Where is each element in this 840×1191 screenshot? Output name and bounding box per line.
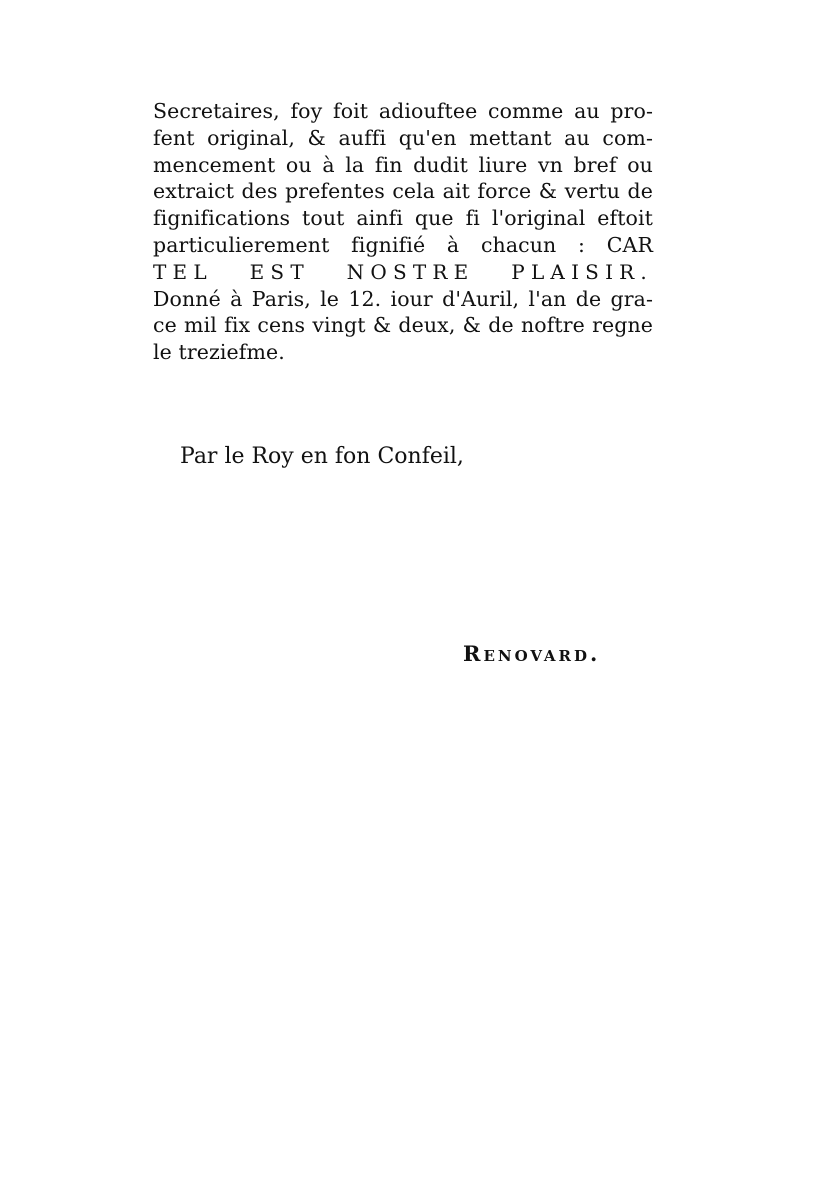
text-line-4: extraict des prefentes cela ait force & vertu de <box>153 179 653 204</box>
text-line-6: particulierement fignifié à chacun : CAR <box>153 232 653 257</box>
text-line-9: ce mil fix cens vingt & deux, & de noftre regne <box>153 313 653 338</box>
text-line-10: le treziefme. <box>153 340 285 365</box>
text-line-5: fignifications tout ainfi que fi l'original eftoit <box>153 206 653 231</box>
text-line-3: mencement ou à la fin dudit liure vn bref ou <box>153 152 653 177</box>
text-line-2: fent original, & auffi qu'en mettant au com- <box>153 125 653 150</box>
text-line-7: TEL EST NOSTRE PLAISIR. <box>153 259 653 284</box>
text-line-1: Secretaires, foy foit adiouftee comme au pro- <box>153 99 653 123</box>
text-line-8: Donné à Paris, le 12. iour d'Auril, l'an de gra- <box>153 286 653 311</box>
body-text <box>153 98 653 366</box>
signer-name: Renovard. <box>463 641 601 666</box>
signature-line: Par le Roy en fon Confeil, <box>180 444 464 469</box>
